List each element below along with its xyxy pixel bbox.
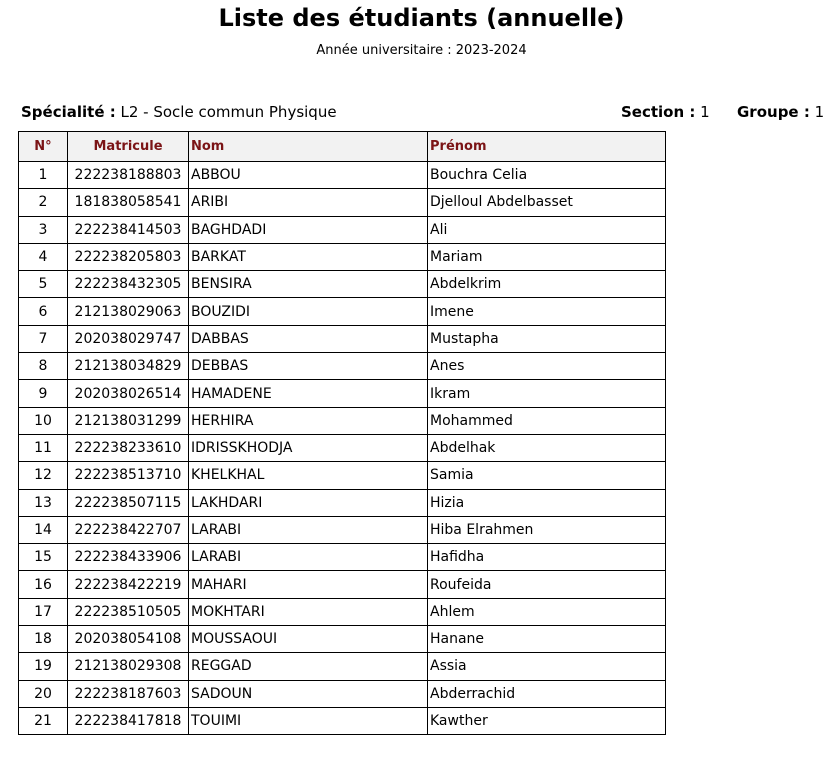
cell-num: 18 [19,626,68,653]
cell-nom: BENSIRA [189,271,428,298]
cell-nom: BARKAT [189,243,428,270]
cell-prenom: Samia [428,462,666,489]
cell-matricule: 212138031299 [68,407,189,434]
cell-prenom: Hiba Elrahmen [428,516,666,543]
cell-num: 17 [19,598,68,625]
cell-prenom: Djelloul Abdelbasset [428,189,666,216]
groupe-label: Groupe : [737,103,810,121]
cell-num: 19 [19,653,68,680]
cell-matricule: 222238205803 [68,243,189,270]
cell-nom: ARIBI [189,189,428,216]
groupe-value: 1 [814,103,825,121]
cell-prenom: Hafidha [428,544,666,571]
cell-prenom: Anes [428,353,666,380]
cell-nom: HERHIRA [189,407,428,434]
cell-nom: TOUIMI [189,707,428,734]
cell-prenom: Hizia [428,489,666,516]
cell-matricule: 212138034829 [68,353,189,380]
cell-num: 4 [19,243,68,270]
table-row [19,298,666,325]
table-row [19,407,666,434]
cell-prenom: Mariam [428,243,666,270]
cell-matricule: 222238422219 [68,571,189,598]
cell-matricule: 222238422707 [68,516,189,543]
cell-nom: MOKHTARI [189,598,428,625]
table-row [19,434,666,461]
cell-prenom: Assia [428,653,666,680]
table-body [19,162,666,735]
table-row [19,462,666,489]
specialite-label: Spécialité : [21,103,116,121]
cell-num: 5 [19,271,68,298]
cell-matricule: 202038026514 [68,380,189,407]
specialite-info [21,103,337,121]
cell-matricule: 222238432305 [68,271,189,298]
table-row [19,598,666,625]
cell-matricule: 222238433906 [68,544,189,571]
table-row [19,380,666,407]
cell-num: 12 [19,462,68,489]
column-header-prenom: Prénom [428,132,666,162]
table-row [19,707,666,734]
cell-prenom: Ikram [428,380,666,407]
cell-nom: BAGHDADI [189,216,428,243]
cell-prenom: Abdelhak [428,434,666,461]
cell-num: 14 [19,516,68,543]
cell-num: 1 [19,162,68,189]
table-row [19,626,666,653]
cell-num: 21 [19,707,68,734]
column-header-nom: Nom [189,132,428,162]
table-row [19,653,666,680]
cell-matricule: 222238507115 [68,489,189,516]
cell-nom: MOUSSAOUI [189,626,428,653]
cell-prenom: Mustapha [428,325,666,352]
cell-num: 3 [19,216,68,243]
table-row [19,571,666,598]
cell-nom: LARABI [189,516,428,543]
cell-nom: MAHARI [189,571,428,598]
cell-nom: LAKHDARI [189,489,428,516]
page-title: Liste des étudiants (annuelle) [218,4,625,32]
cell-matricule: 202038054108 [68,626,189,653]
cell-num: 16 [19,571,68,598]
cell-num: 8 [19,353,68,380]
column-header-matricule: Matricule [68,132,189,162]
column-header-num: N° [19,132,68,162]
table-row [19,162,666,189]
cell-num: 9 [19,380,68,407]
table-row [19,216,666,243]
cell-num: 10 [19,407,68,434]
table-row [19,544,666,571]
cell-nom: ABBOU [189,162,428,189]
cell-num: 13 [19,489,68,516]
section-value: 1 [700,103,710,121]
table-row [19,680,666,707]
table-row [19,271,666,298]
table-row [19,325,666,352]
table-row [19,489,666,516]
cell-prenom: Ali [428,216,666,243]
section-label: Section : [621,103,696,121]
cell-nom: SADOUN [189,680,428,707]
cell-matricule: 222238188803 [68,162,189,189]
table-row [19,243,666,270]
cell-matricule: 202038029747 [68,325,189,352]
cell-nom: DEBBAS [189,353,428,380]
table-row [19,516,666,543]
cell-prenom: Abderrachid [428,680,666,707]
students-table [18,131,666,735]
cell-num: 6 [19,298,68,325]
cell-num: 15 [19,544,68,571]
table-row [19,353,666,380]
section-info [621,103,710,121]
cell-matricule: 222238233610 [68,434,189,461]
cell-nom: KHELKHAL [189,462,428,489]
cell-prenom: Bouchra Celia [428,162,666,189]
cell-matricule: 222238510505 [68,598,189,625]
cell-prenom: Hanane [428,626,666,653]
cell-nom: DABBAS [189,325,428,352]
cell-num: 7 [19,325,68,352]
cell-matricule: 222238187603 [68,680,189,707]
cell-num: 2 [19,189,68,216]
cell-nom: IDRISSKHODJA [189,434,428,461]
cell-prenom: Roufeida [428,571,666,598]
cell-prenom: Kawther [428,707,666,734]
cell-prenom: Imene [428,298,666,325]
cell-matricule: 222238417818 [68,707,189,734]
table-row [19,189,666,216]
academic-year: Année universitaire : 2023-2024 [316,43,527,58]
cell-matricule: 212138029308 [68,653,189,680]
cell-prenom: Mohammed [428,407,666,434]
cell-matricule: 222238513710 [68,462,189,489]
cell-matricule: 222238414503 [68,216,189,243]
cell-matricule: 212138029063 [68,298,189,325]
cell-matricule: 181838058541 [68,189,189,216]
cell-nom: HAMADENE [189,380,428,407]
cell-prenom: Abdelkrim [428,271,666,298]
table-header-row [19,132,666,162]
cell-nom: BOUZIDI [189,298,428,325]
cell-prenom: Ahlem [428,598,666,625]
cell-num: 20 [19,680,68,707]
cell-nom: REGGAD [189,653,428,680]
specialite-value: L2 - Socle commun Physique [120,103,337,121]
cell-nom: LARABI [189,544,428,571]
groupe-info [737,103,824,121]
cell-num: 11 [19,434,68,461]
